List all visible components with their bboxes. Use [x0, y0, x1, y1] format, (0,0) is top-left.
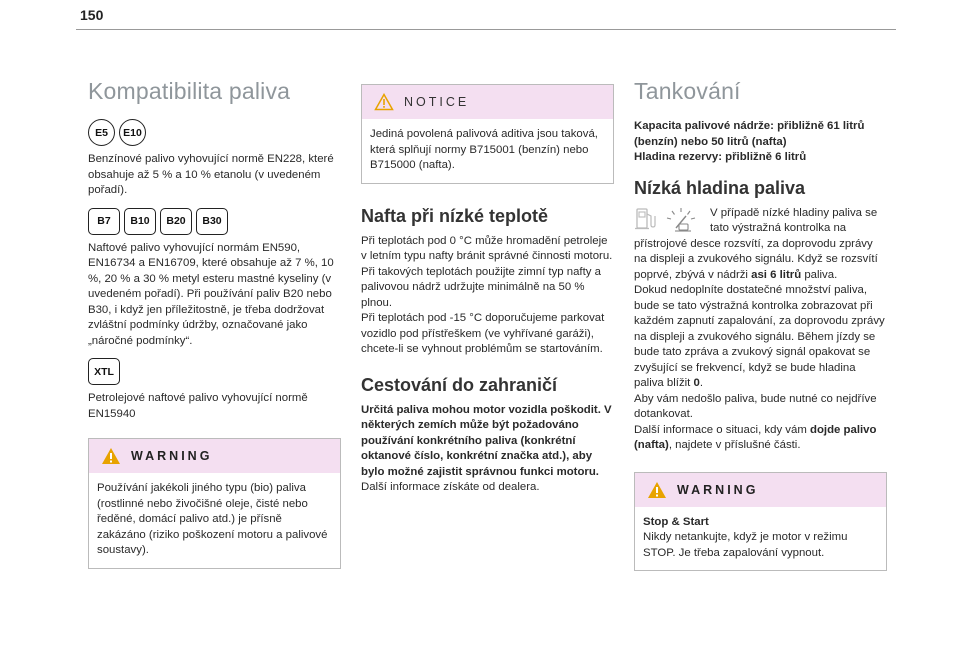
top-divider — [76, 29, 896, 30]
notice-label: NOTICE — [404, 95, 470, 109]
xtl-badge: XTL — [88, 358, 120, 385]
tank-capacity: Kapacita palivové nádrže: přibližně 61 litrů (benzín) nebo 50 litrů (nafta) — [634, 120, 865, 148]
travel-abroad-text: Další informace získáte od dealera. — [361, 481, 540, 493]
gasoline-badges — [88, 119, 341, 146]
b10-badge: B10 — [124, 208, 156, 235]
fuel-pump-icon — [634, 206, 658, 236]
low-fuel-title: Nízká hladina paliva — [634, 177, 806, 198]
warning-header-stop-start — [635, 473, 886, 507]
stop-start-heading: Stop & Start — [643, 515, 709, 528]
cold-diesel-title: Nafta při nízké teplotě — [361, 205, 549, 226]
reserve-level: Hladina rezervy: přibližně 6 litrů — [634, 151, 807, 163]
low-fuel-warning-icon — [664, 206, 698, 236]
e10-badge: E10 — [119, 119, 146, 146]
cold-diesel-text-1: Při teplotách pod 0 °C může hromadění petroleje v letním typu nafty bránit správné činnosti motoru. Při takových teplotách použijte zimní typ nafty a palivovou nádrž udržujte minimálně na 50 % plnou. — [361, 234, 613, 309]
low-fuel-text-3: Aby vám nedošlo paliva, bude nutné co nejdříve dotankovat. — [634, 392, 877, 420]
low-fuel-text-4: Další informace o situaci, kdy vám — [634, 423, 810, 436]
low-fuel-text-4-end: , najdete v příslušné části. — [668, 439, 801, 451]
low-fuel-reserve-bold: asi 6 litrů — [751, 268, 802, 281]
diesel-text: Naftové palivo vyhovující normám EN590, EN16734 a EN16709, které obsahuje až 7 %, 10 %, 20 % a 30 % metyl esteru mastné kyseliny (v uvedeném pořadí). Při používání paliv B20 nebo B30, i když jen příležitostně, je třeba dodržovat zvláštní podmínky údržby, označované jako „náročné podmínky“. — [88, 241, 334, 347]
b30-badge: B30 — [196, 208, 228, 235]
gasoline-text: Benzínové palivo vyhovující normě EN228, které obsahuje až 5 % a 10 % etanolu (v uvedeném pořadí). — [88, 153, 334, 196]
b20-badge: B20 — [160, 208, 192, 235]
low-fuel-text-intro: V případě nízké hladiny paliva se tato výstražná kontrolka na přístrojové desce rozsvítí, za doprovodu zprávy na displeji a zvukového signálu. Když se rozsvítí poprvé, zbývá v nádrži — [634, 206, 878, 281]
low-fuel-text-after: paliva. — [801, 268, 838, 281]
page-number: 150 — [80, 7, 104, 23]
refuelling-title: Tankování — [634, 78, 741, 104]
column-fuel-compatibility — [88, 78, 341, 569]
low-fuel-text-2: Dokud nedoplníte dostatečné množství paliva, bude se tato výstražná kontrolka zobrazovat při každém zapnutí zapalování, za doprovodu zprávy na displeji a zvukového signálu. Během jízdy se bude tato zpráva a zvukový signál opakovat se zvyšující se frekvencí, když se bude hladina paliva blížit — [634, 284, 885, 389]
diesel-badges — [88, 208, 341, 235]
warning-header — [89, 439, 340, 473]
xtl-text: Petrolejové naftové palivo vyhovující normě EN15940 — [88, 392, 308, 420]
low-fuel-text-2-end: . — [699, 377, 704, 389]
column-diesel-travel — [361, 84, 614, 496]
warning-triangle-icon — [647, 481, 667, 499]
low-fuel-icons — [634, 206, 706, 236]
fuel-compatibility-title: Kompatibilita paliva — [88, 78, 291, 104]
notice-text: Jediná povolená palivová aditiva jsou taková, která splňují normy B715001 (benzín) nebo B715000 (nafta). — [370, 128, 598, 171]
stop-start-text: Nikdy netankujte, když je motor v režimu STOP. Je třeba zapalování vypnout. — [643, 531, 848, 559]
notice-header — [362, 85, 613, 119]
b7-badge: B7 — [88, 208, 120, 235]
warning-label: WARNING — [131, 449, 213, 463]
e5-badge: E5 — [88, 119, 115, 146]
run-out-of-fuel-bold: dojde palivo (nafta) — [634, 423, 877, 451]
xtl-badges — [88, 358, 341, 385]
cold-diesel-text-2: Při teplotách pod -15 °C doporučujeme parkovat vozidlo pod přístřeškem (ve vyhřívané garáži), chcete-li se vyhnout problémům se startováním. — [361, 312, 605, 355]
low-fuel-zero-bold: 0 — [693, 377, 700, 389]
warning-box-fuel — [88, 438, 341, 569]
notice-triangle-icon — [374, 93, 394, 111]
notice-box — [361, 84, 614, 184]
warning-label: WARNING — [677, 482, 759, 497]
travel-abroad-bold-text: Určitá paliva mohou motor vozidla poškodit. V některých zemích může být požadováno používání konkrétního paliva (konkrétní oktanové číslo, konkrétní značka atd.), aby bylo možné zajistit správnou funkci motoru. — [361, 403, 612, 478]
warning-box-stop-start — [634, 472, 887, 572]
travel-abroad-title: Cestování do zahraničí — [361, 374, 558, 395]
warning-text: Používání jakékoli jiného typu (bio) paliva (rostlinné nebo živočišné oleje, čisté nebo ředěné, domácí palivo atd.) je přísně zakázáno (riziko poškození motoru a palivové soustavy). — [97, 482, 328, 556]
warning-triangle-icon — [101, 447, 121, 465]
column-refuelling — [634, 78, 887, 571]
